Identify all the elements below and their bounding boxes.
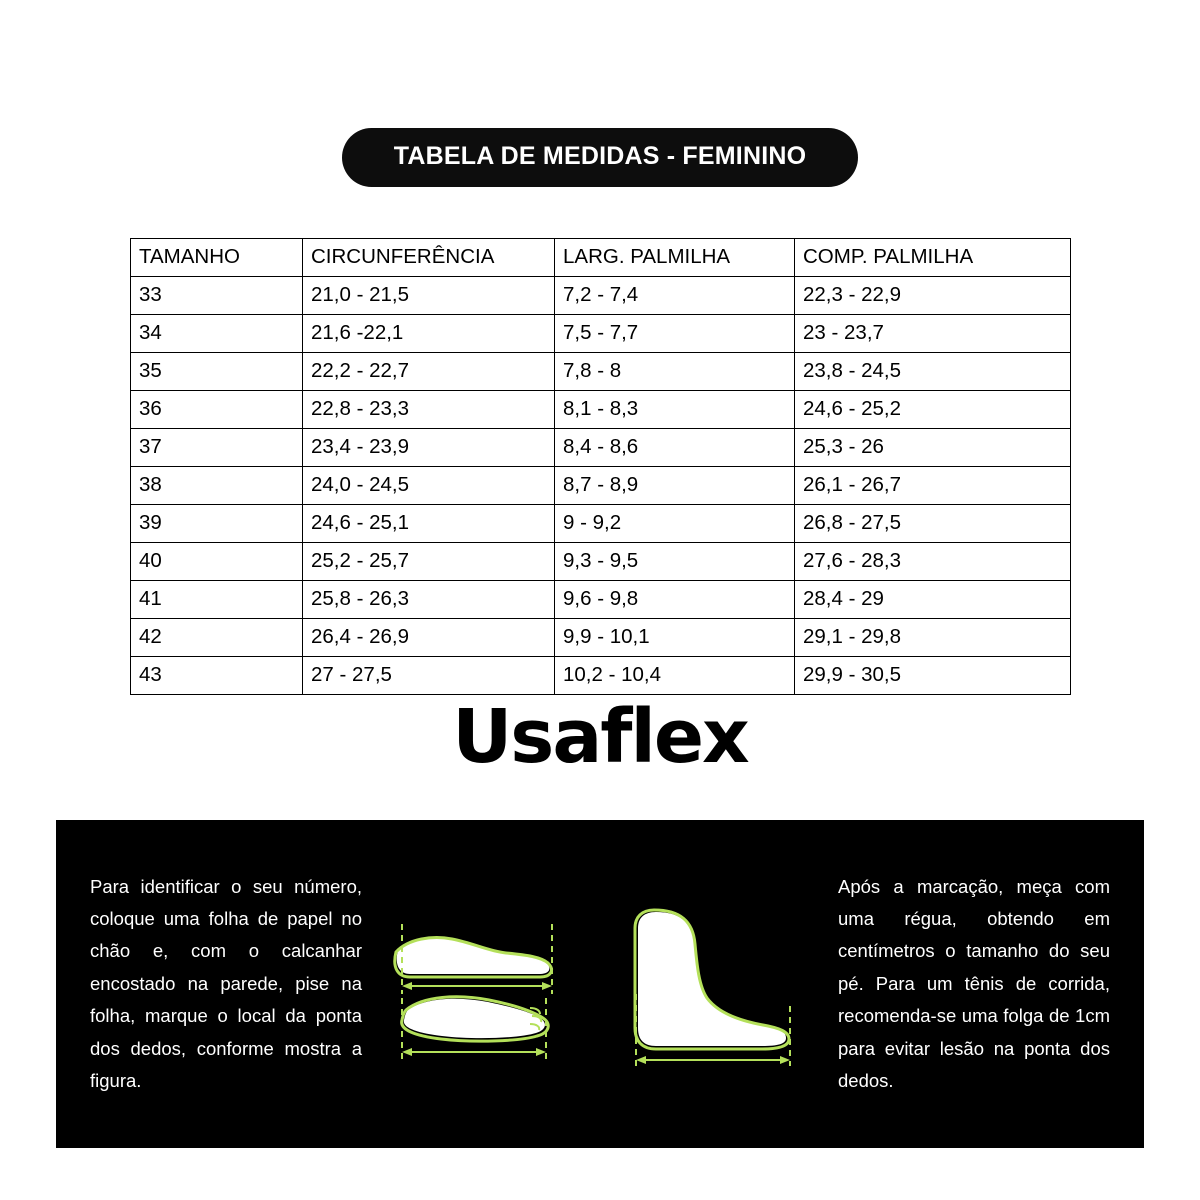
brand-logo: Usaflex <box>452 694 748 780</box>
cell-comp-palmilha: 29,9 - 30,5 <box>795 657 1071 695</box>
cell-circunferencia: 24,0 - 24,5 <box>303 467 555 505</box>
cell-circunferencia: 21,0 - 21,5 <box>303 277 555 315</box>
cell-comp-palmilha: 23,8 - 24,5 <box>795 353 1071 391</box>
column-header-comp-palmilha: COMP. PALMILHA <box>795 239 1071 277</box>
cell-comp-palmilha: 22,3 - 22,9 <box>795 277 1071 315</box>
cell-larg-palmilha: 9 - 9,2 <box>555 505 795 543</box>
cell-tamanho: 41 <box>131 581 303 619</box>
cell-tamanho: 35 <box>131 353 303 391</box>
cell-larg-palmilha: 9,3 - 9,5 <box>555 543 795 581</box>
column-header-circunferencia: CIRCUNFERÊNCIA <box>303 239 555 277</box>
title-container <box>0 128 1200 187</box>
table-row <box>131 429 1071 467</box>
cell-circunferencia: 22,2 - 22,7 <box>303 353 555 391</box>
size-table <box>130 238 1071 695</box>
cell-circunferencia: 23,4 - 23,9 <box>303 429 555 467</box>
page-title: TABELA DE MEDIDAS - FEMININO <box>342 128 859 187</box>
table-row <box>131 467 1071 505</box>
cell-circunferencia: 22,8 - 23,3 <box>303 391 555 429</box>
cell-tamanho: 40 <box>131 543 303 581</box>
cell-larg-palmilha: 7,5 - 7,7 <box>555 315 795 353</box>
cell-tamanho: 34 <box>131 315 303 353</box>
cell-comp-palmilha: 23 - 23,7 <box>795 315 1071 353</box>
cell-comp-palmilha: 29,1 - 29,8 <box>795 619 1071 657</box>
cell-larg-palmilha: 10,2 - 10,4 <box>555 657 795 695</box>
instructions-band <box>56 820 1144 1148</box>
column-header-tamanho: TAMANHO <box>131 239 303 277</box>
table-row <box>131 543 1071 581</box>
cell-comp-palmilha: 25,3 - 26 <box>795 429 1071 467</box>
foot-measure-figures <box>380 820 820 1148</box>
table-row <box>131 581 1071 619</box>
cell-tamanho: 36 <box>131 391 303 429</box>
cell-tamanho: 38 <box>131 467 303 505</box>
table-row <box>131 353 1071 391</box>
cell-tamanho: 33 <box>131 277 303 315</box>
cell-larg-palmilha: 8,4 - 8,6 <box>555 429 795 467</box>
cell-larg-palmilha: 9,9 - 10,1 <box>555 619 795 657</box>
table-row <box>131 277 1071 315</box>
size-table-container <box>130 238 1070 695</box>
cell-comp-palmilha: 28,4 - 29 <box>795 581 1071 619</box>
table-row <box>131 619 1071 657</box>
cell-larg-palmilha: 8,1 - 8,3 <box>555 391 795 429</box>
cell-tamanho: 39 <box>131 505 303 543</box>
table-header-row <box>131 239 1071 277</box>
cell-larg-palmilha: 7,8 - 8 <box>555 353 795 391</box>
cell-tamanho: 37 <box>131 429 303 467</box>
instructions-left-text: Para identificar o seu número, coloque uma folha de papel no chão e, com o calcanhar encostado na parede, pise na folha, marque o local da ponta dos dedos, conforme mostra a figura. <box>90 875 362 1091</box>
cell-circunferencia: 24,6 - 25,1 <box>303 505 555 543</box>
foot-side-and-top-diagram-icon <box>380 894 610 1074</box>
table-row <box>131 315 1071 353</box>
column-header-larg-palmilha: LARG. PALMILHA <box>555 239 795 277</box>
cell-circunferencia: 27 - 27,5 <box>303 657 555 695</box>
cell-comp-palmilha: 26,8 - 27,5 <box>795 505 1071 543</box>
cell-circunferencia: 26,4 - 26,9 <box>303 619 555 657</box>
cell-comp-palmilha: 27,6 - 28,3 <box>795 543 1071 581</box>
cell-comp-palmilha: 26,1 - 26,7 <box>795 467 1071 505</box>
cell-larg-palmilha: 9,6 - 9,8 <box>555 581 795 619</box>
cell-larg-palmilha: 8,7 - 8,9 <box>555 467 795 505</box>
instructions-right-text: Após a marcação, meça com uma régua, obtendo em centímetros o tamanho do seu pé. Para um tênis de corrida, recomenda-se uma folga de 1cm para evitar lesão na ponta dos dedos. <box>838 875 1110 1091</box>
table-row <box>131 657 1071 695</box>
cell-larg-palmilha: 7,2 - 7,4 <box>555 277 795 315</box>
cell-tamanho: 42 <box>131 619 303 657</box>
foot-against-wall-diagram-icon <box>610 894 820 1074</box>
cell-tamanho: 43 <box>131 657 303 695</box>
cell-circunferencia: 25,2 - 25,7 <box>303 543 555 581</box>
table-row <box>131 505 1071 543</box>
table-row <box>131 391 1071 429</box>
cell-circunferencia: 21,6 -22,1 <box>303 315 555 353</box>
cell-comp-palmilha: 24,6 - 25,2 <box>795 391 1071 429</box>
table-header <box>131 239 1071 277</box>
cell-circunferencia: 25,8 - 26,3 <box>303 581 555 619</box>
table-body <box>131 277 1071 695</box>
